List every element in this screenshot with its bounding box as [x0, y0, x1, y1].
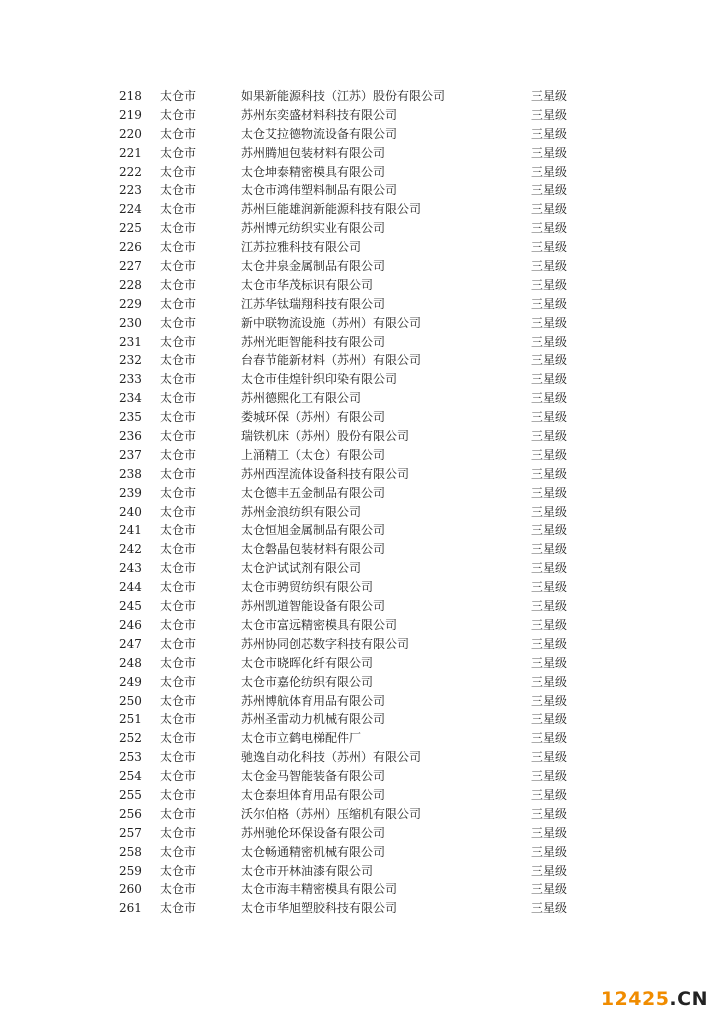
row-city: 太仓市 — [160, 277, 197, 292]
row-company-name: 苏州腾旭包装材料有限公司 — [241, 145, 386, 160]
row-company-name: 瑞铁机床（苏州）股份有限公司 — [241, 429, 410, 444]
row-company-name: 太仓市华茂标识有限公司 — [241, 277, 374, 292]
table-row — [0, 654, 720, 673]
table-row — [0, 427, 720, 446]
row-city: 太仓市 — [160, 806, 197, 821]
row-city: 太仓市 — [160, 769, 197, 784]
row-city: 太仓市 — [160, 523, 197, 538]
row-city: 太仓市 — [160, 221, 197, 236]
row-company-name: 苏州凯道智能设备有限公司 — [241, 599, 386, 614]
row-star-level: 三星级 — [531, 353, 568, 368]
row-company-name: 太仓市佳煌针织印染有限公司 — [241, 372, 398, 387]
row-star-level: 三星级 — [531, 466, 568, 481]
row-company-name: 太仓市立鹤电梯配件厂 — [241, 731, 362, 746]
row-company-name: 太仓市晓晖化纤有限公司 — [241, 655, 374, 670]
table-row — [0, 238, 720, 257]
row-company-name: 太仓市华旭塑胶科技有限公司 — [241, 901, 398, 916]
row-company-name: 太仓坤泰精密模具有限公司 — [241, 164, 386, 179]
row-city: 太仓市 — [160, 164, 197, 179]
row-company-name: 沃尔伯格（苏州）压缩机有限公司 — [241, 806, 422, 821]
row-star-level: 三星级 — [531, 731, 568, 746]
row-company-name: 苏州圣雷动力机械有限公司 — [241, 712, 386, 727]
table-row — [0, 824, 720, 843]
row-company-name: 苏州光昛智能科技有限公司 — [241, 334, 386, 349]
row-star-level: 三星级 — [531, 636, 568, 651]
row-star-level: 三星级 — [531, 674, 568, 689]
row-company-name: 苏州驰伦环保设备有限公司 — [241, 825, 386, 840]
table-row — [0, 673, 720, 692]
row-company-name: 太仓艾拉德物流设备有限公司 — [241, 126, 398, 141]
row-city: 太仓市 — [160, 825, 197, 840]
row-city: 太仓市 — [160, 561, 197, 576]
row-star-level: 三星级 — [531, 107, 568, 122]
table-row — [0, 106, 720, 125]
row-company-name: 苏州西涅流体设备科技有限公司 — [241, 466, 410, 481]
row-number: 253 — [119, 750, 142, 765]
row-number: 250 — [119, 693, 142, 708]
row-company-name: 太仓畅通精密机械有限公司 — [241, 844, 386, 859]
watermark-domain: .CN — [669, 988, 708, 1010]
row-city: 太仓市 — [160, 353, 197, 368]
row-number: 221 — [119, 145, 142, 160]
row-star-level: 三星级 — [531, 391, 568, 406]
row-number: 245 — [119, 599, 142, 614]
row-star-level: 三星级 — [531, 221, 568, 236]
row-city: 太仓市 — [160, 599, 197, 614]
row-company-name: 太仓井泉金属制品有限公司 — [241, 259, 386, 274]
row-star-level: 三星级 — [531, 504, 568, 519]
row-star-level: 三星级 — [531, 296, 568, 311]
table-row — [0, 484, 720, 503]
row-star-level: 三星级 — [531, 580, 568, 595]
row-company-name: 太仓市富远精密模具有限公司 — [241, 617, 398, 632]
row-city: 太仓市 — [160, 296, 197, 311]
table-row — [0, 899, 720, 918]
row-number: 259 — [119, 863, 142, 878]
table-row — [0, 597, 720, 616]
row-star-level: 三星级 — [531, 787, 568, 802]
row-company-name: 新中联物流设施（苏州）有限公司 — [241, 315, 422, 330]
row-star-level: 三星级 — [531, 202, 568, 217]
row-company-name: 太仓磐晶包装材料有限公司 — [241, 542, 386, 557]
row-company-name: 如果新能源科技（江苏）股份有限公司 — [241, 89, 446, 103]
row-number: 258 — [119, 844, 142, 859]
row-city: 太仓市 — [160, 504, 197, 519]
row-number: 249 — [119, 674, 142, 689]
table-row — [0, 370, 720, 389]
row-company-name: 上涌精工（太仓）有限公司 — [241, 447, 386, 462]
row-star-level: 三星级 — [531, 882, 568, 897]
row-number: 237 — [119, 447, 142, 462]
row-city: 太仓市 — [160, 183, 197, 198]
row-company-name: 太仓恒旭金属制品有限公司 — [241, 523, 386, 538]
row-number: 261 — [119, 901, 142, 916]
table-row — [0, 843, 720, 862]
row-star-level: 三星级 — [531, 806, 568, 821]
row-company-name: 太仓市海丰精密模具有限公司 — [241, 882, 398, 897]
row-company-name: 苏州博元纺织实业有限公司 — [241, 221, 386, 236]
row-star-level: 三星级 — [531, 655, 568, 670]
table-row — [0, 748, 720, 767]
row-company-name: 苏州协同创芯数字科技有限公司 — [241, 636, 410, 651]
row-number: 234 — [119, 391, 142, 406]
row-star-level: 三星级 — [531, 164, 568, 179]
row-city: 太仓市 — [160, 447, 197, 462]
row-number: 239 — [119, 485, 142, 500]
row-number: 240 — [119, 504, 142, 519]
table-row — [0, 144, 720, 163]
table-row — [0, 767, 720, 786]
row-star-level: 三星级 — [531, 750, 568, 765]
row-star-level: 三星级 — [531, 240, 568, 255]
row-number: 223 — [119, 183, 142, 198]
row-city: 太仓市 — [160, 126, 197, 141]
table-row — [0, 295, 720, 314]
row-city: 太仓市 — [160, 655, 197, 670]
row-number: 235 — [119, 410, 142, 425]
row-star-level: 三星级 — [531, 315, 568, 330]
row-number: 248 — [119, 655, 142, 670]
row-city: 太仓市 — [160, 466, 197, 481]
row-number: 233 — [119, 372, 142, 387]
row-city: 太仓市 — [160, 89, 197, 103]
row-company-name: 苏州东奕盛材料科技有限公司 — [241, 107, 398, 122]
table-row — [0, 257, 720, 276]
row-number: 224 — [119, 202, 142, 217]
row-city: 太仓市 — [160, 750, 197, 765]
table-row — [0, 521, 720, 540]
row-city: 太仓市 — [160, 712, 197, 727]
row-number: 252 — [119, 731, 142, 746]
table-row — [0, 200, 720, 219]
row-number: 238 — [119, 466, 142, 481]
row-number: 222 — [119, 164, 142, 179]
row-star-level: 三星级 — [531, 844, 568, 859]
row-company-name: 太仓金马智能装备有限公司 — [241, 769, 386, 784]
site-watermark-logo — [601, 988, 708, 1010]
row-star-level: 三星级 — [531, 617, 568, 632]
row-star-level: 三星级 — [531, 447, 568, 462]
row-city: 太仓市 — [160, 202, 197, 217]
table-row — [0, 578, 720, 597]
row-number: 231 — [119, 334, 142, 349]
row-city: 太仓市 — [160, 315, 197, 330]
row-star-level: 三星级 — [531, 126, 568, 141]
row-company-name: 驰逸自动化科技（苏州）有限公司 — [241, 750, 422, 765]
row-company-name: 太仓泰坦体育用品有限公司 — [241, 787, 386, 802]
row-star-level: 三星级 — [531, 145, 568, 160]
table-row — [0, 465, 720, 484]
row-company-name: 苏州巨能雄润新能源科技有限公司 — [241, 202, 422, 217]
row-star-level: 三星级 — [531, 825, 568, 840]
table-row — [0, 786, 720, 805]
row-number: 232 — [119, 353, 142, 368]
table-row — [0, 880, 720, 899]
row-city: 太仓市 — [160, 429, 197, 444]
row-company-name: 苏州金浪纺织有限公司 — [241, 504, 362, 519]
row-company-name: 太仓市嘉伦纺织有限公司 — [241, 674, 374, 689]
row-number: 243 — [119, 561, 142, 576]
row-star-level: 三星级 — [531, 863, 568, 878]
row-number: 226 — [119, 240, 142, 255]
table-row — [0, 446, 720, 465]
row-company-name: 苏州博航体育用品有限公司 — [241, 693, 386, 708]
row-company-name: 娄城环保（苏州）有限公司 — [241, 410, 386, 425]
row-company-name: 太仓德丰五金制品有限公司 — [241, 485, 386, 500]
table-row — [0, 333, 720, 352]
row-number: 228 — [119, 277, 142, 292]
row-star-level: 三星级 — [531, 901, 568, 916]
row-city: 太仓市 — [160, 731, 197, 746]
row-city: 太仓市 — [160, 693, 197, 708]
row-number: 225 — [119, 221, 142, 236]
row-company-name: 江苏拉雅科技有限公司 — [241, 240, 362, 255]
table-row — [0, 389, 720, 408]
row-star-level: 三星级 — [531, 410, 568, 425]
row-number: 247 — [119, 636, 142, 651]
row-number: 260 — [119, 882, 142, 897]
row-number: 229 — [119, 296, 142, 311]
row-star-level: 三星级 — [531, 523, 568, 538]
row-company-name: 太仓沪试试剂有限公司 — [241, 561, 362, 576]
table-row — [0, 408, 720, 427]
table-row — [0, 635, 720, 654]
table-row — [0, 862, 720, 881]
row-number: 244 — [119, 580, 142, 595]
row-city: 太仓市 — [160, 674, 197, 689]
table-row — [0, 125, 720, 144]
row-number: 251 — [119, 712, 142, 727]
row-city: 太仓市 — [160, 410, 197, 425]
row-city: 太仓市 — [160, 259, 197, 274]
table-row — [0, 729, 720, 748]
row-number: 254 — [119, 769, 142, 784]
row-number: 257 — [119, 825, 142, 840]
row-number: 220 — [119, 126, 142, 141]
row-number: 246 — [119, 617, 142, 632]
table-row — [0, 276, 720, 295]
table-row — [0, 540, 720, 559]
row-star-level: 三星级 — [531, 372, 568, 387]
row-star-level: 三星级 — [531, 259, 568, 274]
row-star-level: 三星级 — [531, 561, 568, 576]
row-number: 255 — [119, 787, 142, 802]
row-number: 218 — [119, 89, 142, 103]
row-city: 太仓市 — [160, 617, 197, 632]
row-star-level: 三星级 — [531, 769, 568, 784]
row-number: 256 — [119, 806, 142, 821]
company-list-table — [0, 87, 720, 918]
row-star-level: 三星级 — [531, 429, 568, 444]
watermark-number: 12425 — [600, 988, 670, 1010]
row-company-name: 台春节能新材料（苏州）有限公司 — [241, 353, 422, 368]
row-star-level: 三星级 — [531, 89, 568, 103]
row-company-name: 太仓市鸿伟塑料制品有限公司 — [241, 183, 398, 198]
row-city: 太仓市 — [160, 334, 197, 349]
row-city: 太仓市 — [160, 107, 197, 122]
row-star-level: 三星级 — [531, 599, 568, 614]
row-company-name: 江苏华钛瑞翔科技有限公司 — [241, 296, 386, 311]
table-row — [0, 87, 720, 106]
table-row — [0, 163, 720, 182]
row-city: 太仓市 — [160, 580, 197, 595]
row-city: 太仓市 — [160, 787, 197, 802]
row-city: 太仓市 — [160, 391, 197, 406]
table-row — [0, 351, 720, 370]
row-number: 236 — [119, 429, 142, 444]
table-row — [0, 314, 720, 333]
row-star-level: 三星级 — [531, 542, 568, 557]
table-row — [0, 219, 720, 238]
row-city: 太仓市 — [160, 240, 197, 255]
row-company-name: 太仓市骋贸纺织有限公司 — [241, 580, 374, 595]
row-city: 太仓市 — [160, 882, 197, 897]
table-row — [0, 692, 720, 711]
table-row — [0, 710, 720, 729]
row-star-level: 三星级 — [531, 712, 568, 727]
table-row — [0, 805, 720, 824]
row-city: 太仓市 — [160, 485, 197, 500]
row-number: 230 — [119, 315, 142, 330]
row-company-name: 苏州德熙化工有限公司 — [241, 391, 362, 406]
row-star-level: 三星级 — [531, 277, 568, 292]
row-city: 太仓市 — [160, 844, 197, 859]
row-city: 太仓市 — [160, 636, 197, 651]
row-city: 太仓市 — [160, 542, 197, 557]
table-row — [0, 181, 720, 200]
row-star-level: 三星级 — [531, 334, 568, 349]
row-city: 太仓市 — [160, 901, 197, 916]
row-number: 241 — [119, 523, 142, 538]
table-row — [0, 616, 720, 635]
row-star-level: 三星级 — [531, 485, 568, 500]
row-number: 219 — [119, 107, 142, 122]
row-city: 太仓市 — [160, 372, 197, 387]
row-city: 太仓市 — [160, 863, 197, 878]
row-number: 242 — [119, 542, 142, 557]
row-star-level: 三星级 — [531, 693, 568, 708]
row-star-level: 三星级 — [531, 183, 568, 198]
table-row — [0, 503, 720, 522]
table-row — [0, 559, 720, 578]
row-number: 227 — [119, 259, 142, 274]
row-company-name: 太仓市开林油漆有限公司 — [241, 863, 374, 878]
row-city: 太仓市 — [160, 145, 197, 160]
